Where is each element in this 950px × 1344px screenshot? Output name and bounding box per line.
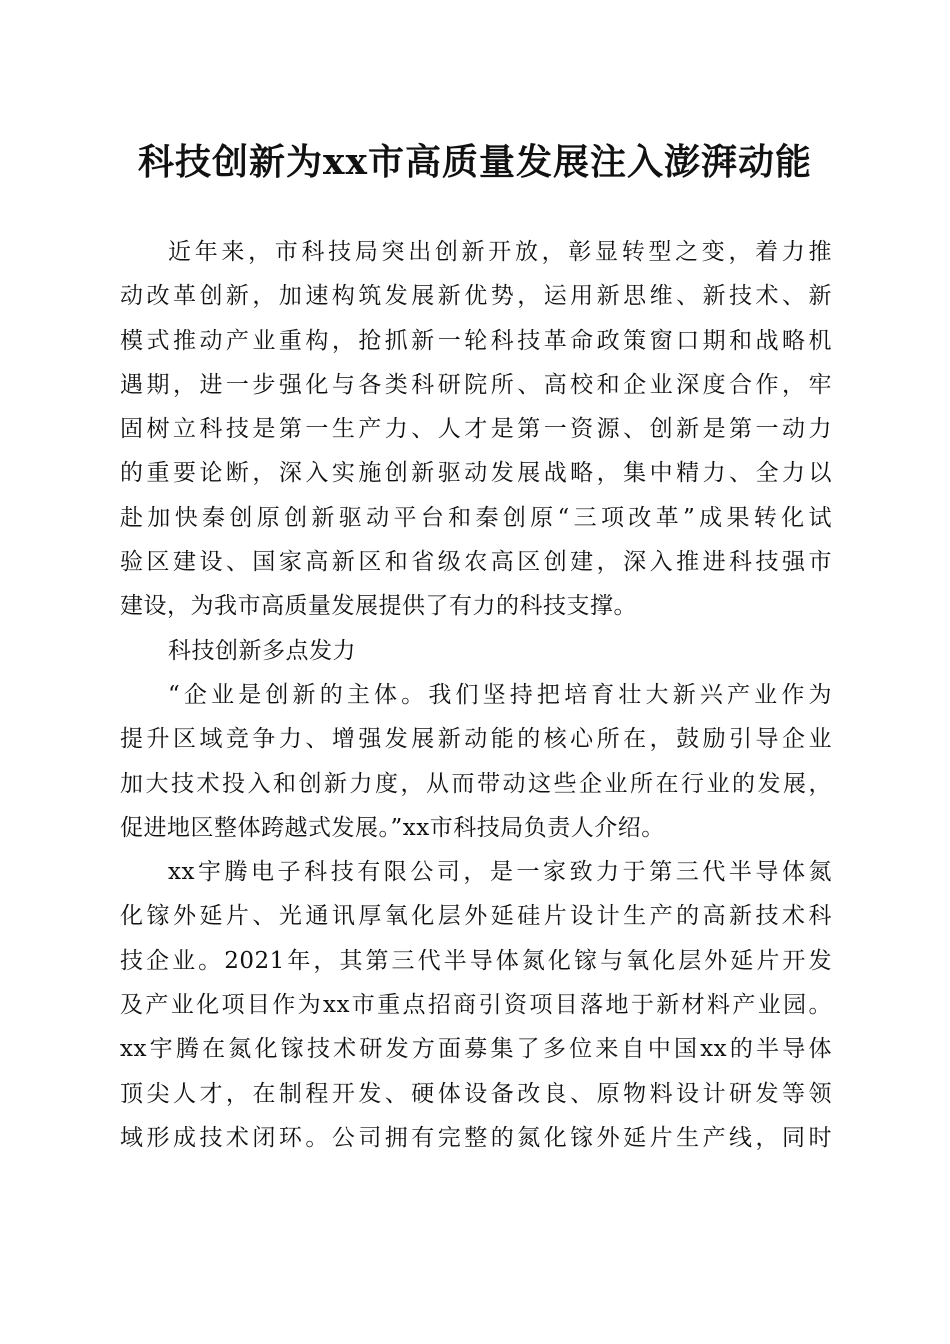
- section-heading: 科技创新多点发力: [168, 637, 356, 664]
- body-line: 建设，为我市高质量发展提供了有力的科技支撑。: [120, 593, 637, 620]
- body-line: 动改革创新，加速构筑发展新优势，运用新思维、新技术、新: [120, 283, 832, 310]
- document-body: [120, 230, 832, 1160]
- body-line: “企业是创新的主体。我们坚持把培育壮大新兴产业作为: [168, 681, 832, 708]
- body-line: 促进地区整体跨越式发展。”xx市科技局负责人介绍。: [120, 814, 665, 841]
- body-line: 域形成技术闭环。公司拥有完整的氮化镓外延片生产线，同时: [120, 1124, 832, 1151]
- body-line: 模式推动产业重构，抢抓新一轮科技革命政策窗口期和战略机: [120, 327, 832, 354]
- body-line: 提升区域竞争力、增强发展新动能的核心所在，鼓励引导企业: [120, 726, 832, 753]
- body-line: 验区建设、国家高新区和省级农高区创建，深入推进科技强市: [120, 549, 832, 576]
- body-line: 赴加快秦创原创新驱动平台和秦创原“三项改革”成果转化试: [120, 504, 832, 531]
- body-line: 技企业。2021年，其第三代半导体氮化镓与氧化层外延片开发: [120, 947, 832, 974]
- body-line: 固树立科技是第一生产力、人才是第一资源、创新是第一动力: [120, 416, 832, 443]
- body-line: 化镓外延片、光通讯厚氧化层外延硅片设计生产的高新技术科: [120, 903, 832, 930]
- body-line: xx宇腾电子科技有限公司，是一家致力于第三代半导体氮: [168, 859, 832, 886]
- body-line: 遇期，进一步强化与各类科研院所、高校和企业深度合作，牢: [120, 371, 832, 398]
- body-line: 及产业化项目作为xx市重点招商引资项目落地于新材料产业园。: [120, 992, 832, 1019]
- document-title: 科技创新为xx市高质量发展注入澎湃动能: [138, 141, 812, 183]
- body-line: xx宇腾在氮化镓技术研发方面募集了多位来自中国xx的半导体: [120, 1036, 832, 1063]
- body-line: 加大技术投入和创新力度，从而带动这些企业所在行业的发展，: [120, 770, 832, 797]
- body-line: 近年来，市科技局突出创新开放，彰显转型之变，着力推: [168, 239, 832, 265]
- body-line: 顶尖人才，在制程开发、硬体设备改良、原物料设计研发等领: [120, 1080, 832, 1107]
- body-line: 的重要论断，深入实施创新驱动发展战略，集中精力、全力以: [120, 460, 832, 487]
